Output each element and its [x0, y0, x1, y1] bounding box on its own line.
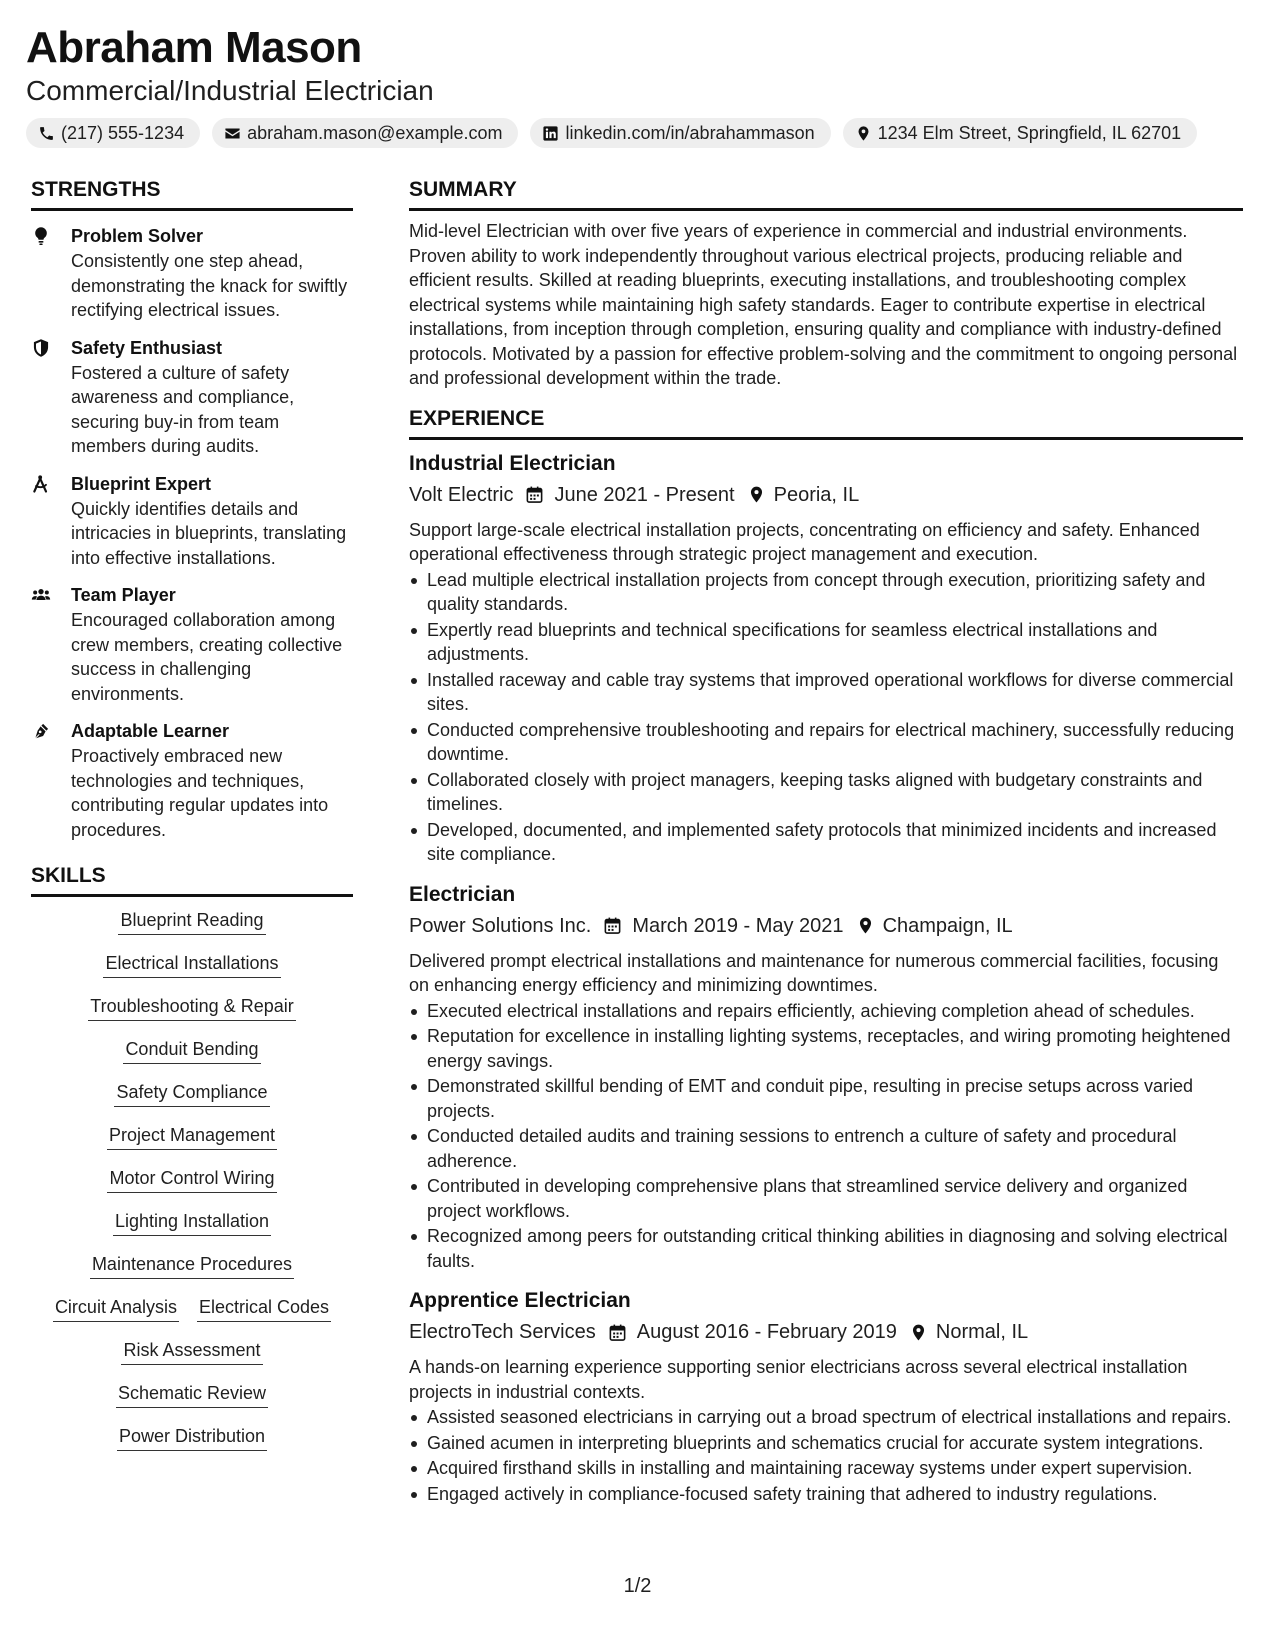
- job-bullets: [409, 999, 1243, 1274]
- job-dates: June 2021 - Present: [554, 483, 735, 506]
- bullet-item: Conducted comprehensive troubleshooting and repairs for electrical machinery, successfully reducing downtime.: [409, 718, 1243, 767]
- map-pin-icon: [856, 916, 875, 935]
- candidate-name: Abraham Mason: [26, 23, 362, 72]
- skill-tag: Electrical Installations: [103, 952, 280, 978]
- skills-heading: SKILLS: [31, 864, 353, 897]
- bullet-item: Expertly read blueprints and technical specifications for seamless electrical installations and adjustments.: [409, 618, 1243, 667]
- job-title: Electrician: [409, 882, 516, 906]
- job-entry: [409, 1287, 1243, 1506]
- map-pin-icon: [855, 125, 872, 142]
- bullet-item: Executed electrical installations and repairs efficiently, achieving completion ahead of schedules.: [409, 999, 1243, 1024]
- job-entry: [409, 450, 1243, 867]
- bullet-item: Contributed in developing comprehensive plans that streamlined service delivery and organized project workflows.: [409, 1174, 1243, 1223]
- phone-icon: [38, 125, 55, 142]
- job-company: Volt Electric: [409, 483, 514, 506]
- linkedin-icon: [542, 125, 559, 142]
- job-bullets: [409, 1405, 1243, 1506]
- skill-tag: Conduit Bending: [123, 1038, 260, 1064]
- job-dates: March 2019 - May 2021: [632, 914, 844, 937]
- strength-desc: Consistently one step ahead, demonstrating the knack for swiftly rectifying electrical issues.: [71, 251, 348, 320]
- page-number: 1/2: [623, 1575, 652, 1597]
- skill-tag: Circuit Analysis: [53, 1296, 179, 1322]
- skill-tag: Schematic Review: [116, 1382, 268, 1408]
- right-column: [409, 178, 1243, 1506]
- job-company: ElectroTech Services: [409, 1321, 596, 1343]
- skills-list: [31, 909, 353, 1468]
- candidate-title: Commercial/Industrial Electrician: [26, 75, 434, 106]
- skill-tag: Motor Control Wiring: [107, 1167, 276, 1193]
- resume-header: [26, 22, 1249, 148]
- strength-title: Team Player: [71, 585, 176, 605]
- bullet-item: Gained acumen in interpreting blueprints and schematics crucial for accurate system integrations.: [409, 1431, 1243, 1456]
- contact-address: [843, 118, 1198, 148]
- users-icon: [31, 585, 51, 605]
- strength-title: Adaptable Learner: [71, 721, 230, 741]
- strength-desc: Encouraged collaboration among crew members, creating collective success in challenging environments.: [71, 610, 343, 704]
- bullet-item: Demonstrated skillful bending of EMT and conduit pipe, resulting in precise setups across varied projects.: [409, 1074, 1243, 1123]
- pen-nib-icon: [31, 721, 51, 741]
- left-column: [31, 178, 353, 1468]
- strength-desc: Quickly identifies details and intricacies in blueprints, translating into effective installations.: [71, 498, 347, 568]
- skill-tag: Blueprint Reading: [118, 909, 265, 935]
- bullet-item: Engaged actively in compliance-focused safety training that adhered to industry regulations.: [409, 1482, 1243, 1507]
- job-bullets: [409, 568, 1243, 867]
- map-pin-icon: [909, 1323, 928, 1342]
- bullet-item: Developed, documented, and implemented safety protocols that minimized incidents and increased site compliance.: [409, 818, 1243, 867]
- skill-tag: Project Management: [107, 1124, 277, 1150]
- address-text: 1234 Elm Street, Springfield, IL 62701: [877, 122, 1182, 143]
- strength-desc: Proactively embraced new technologies and techniques, contributing regular updates into procedures.: [71, 746, 329, 840]
- job-title: Industrial Electrician: [409, 451, 616, 475]
- compass-drafting-icon: [31, 474, 51, 494]
- strength-item: [31, 718, 353, 842]
- bullet-item: Conducted detailed audits and training sessions to entrench a culture of safety and procedural adherence.: [409, 1124, 1243, 1173]
- skill-tag: Power Distribution: [117, 1425, 267, 1451]
- map-pin-icon: [747, 485, 766, 504]
- skill-tag: Risk Assessment: [121, 1339, 262, 1365]
- strength-title: Safety Enthusiast: [71, 337, 223, 358]
- bullet-item: Installed raceway and cable tray systems that improved operational workflows for diverse commercial sites.: [409, 668, 1243, 717]
- strength-title: Problem Solver: [71, 226, 204, 246]
- job-company: Power Solutions Inc.: [409, 914, 592, 937]
- shield-icon: [31, 338, 51, 358]
- lightbulb-icon: [31, 226, 51, 246]
- skill-tag: Maintenance Procedures: [90, 1253, 294, 1279]
- job-location: Peoria, IL: [773, 483, 860, 506]
- job-meta: [409, 1317, 1243, 1347]
- summary-heading: SUMMARY: [409, 178, 1243, 211]
- bullet-item: Reputation for excellence in installing lighting systems, receptacles, and wiring promoting heightened energy savings.: [409, 1024, 1243, 1073]
- skill-tag: Electrical Codes: [197, 1296, 331, 1322]
- job-description: Delivered prompt electrical installations and maintenance for numerous commercial facilities, focusing on enhancing energy efficiency and minimizing downtimes.: [409, 950, 1219, 995]
- strength-item: [31, 582, 353, 706]
- phone-text: (217) 555-1234: [61, 122, 185, 143]
- strength-item: [31, 335, 353, 459]
- job-title: Apprentice Electrician: [409, 1289, 631, 1312]
- strength-item: [31, 223, 353, 323]
- job-entry: [409, 881, 1243, 1274]
- skill-tag: Lighting Installation: [113, 1210, 271, 1236]
- job-meta: [409, 480, 1243, 510]
- email-text: abraham.mason@example.com: [247, 122, 503, 143]
- job-location: Champaign, IL: [882, 914, 1013, 937]
- bullet-item: Assisted seasoned electricians in carrying out a broad spectrum of electrical installations and repairs.: [409, 1405, 1243, 1430]
- contact-bar: [26, 118, 1249, 148]
- calendar-icon: [525, 485, 544, 504]
- strengths-heading: STRENGTHS: [31, 178, 353, 211]
- linkedin-text: linkedin.com/in/abrahammason: [565, 122, 815, 143]
- contact-phone: [26, 118, 200, 148]
- strengths-list: [31, 223, 353, 842]
- bullet-item: Collaborated closely with project managers, keeping tasks aligned with budgetary constraints and timelines.: [409, 768, 1243, 817]
- envelope-icon: [224, 125, 241, 142]
- skill-tag: Safety Compliance: [114, 1081, 269, 1107]
- job-description: Support large-scale electrical installation projects, concentrating on efficiency and safety. Enhanced operational effectiveness through strategic project management and execution.: [409, 519, 1200, 564]
- job-meta: [409, 911, 1243, 941]
- skill-tag: Troubleshooting & Repair: [88, 995, 295, 1021]
- experience-heading: EXPERIENCE: [409, 407, 1243, 440]
- job-dates: August 2016 - February 2019: [636, 1321, 897, 1343]
- calendar-icon: [603, 916, 622, 935]
- bullet-item: Acquired firsthand skills in installing and maintaining raceway systems under expert supervision.: [409, 1456, 1243, 1481]
- summary-text: Mid-level Electrician with over five years of experience in commercial and industrial environments. Proven ability to work independently throughout various electrical projects, producing reliable and efficient results. Skilled at reading blueprints, executing installations, and troubleshooting complex electrical systems while maintaining high safety standards. Eager to contribute expertise in electrical installations, from inception through completion, ensuring quality and compliance with industry-defined protocols. Motivated by a passion for effective problem-solving and the commitment to ongoing personal and professional development within the trade.: [409, 221, 1238, 388]
- job-description: A hands-on learning experience supporting senior electricians across several electrical installation projects in industrial contexts.: [409, 1357, 1188, 1402]
- calendar-icon: [608, 1323, 627, 1342]
- job-location: Normal, IL: [935, 1321, 1029, 1343]
- strength-item: [31, 471, 353, 571]
- contact-linkedin[interactable]: [530, 118, 830, 148]
- strength-desc: Fostered a culture of safety awareness and compliance, securing buy-in from team members during audits.: [71, 362, 295, 456]
- bullet-item: Lead multiple electrical installation projects from concept through execution, prioritizing safety and quality standards.: [409, 568, 1243, 617]
- bullet-item: Recognized among peers for outstanding critical thinking abilities in diagnosing and solving electrical faults.: [409, 1224, 1243, 1273]
- strength-title: Blueprint Expert: [71, 473, 212, 494]
- contact-email[interactable]: [212, 118, 518, 148]
